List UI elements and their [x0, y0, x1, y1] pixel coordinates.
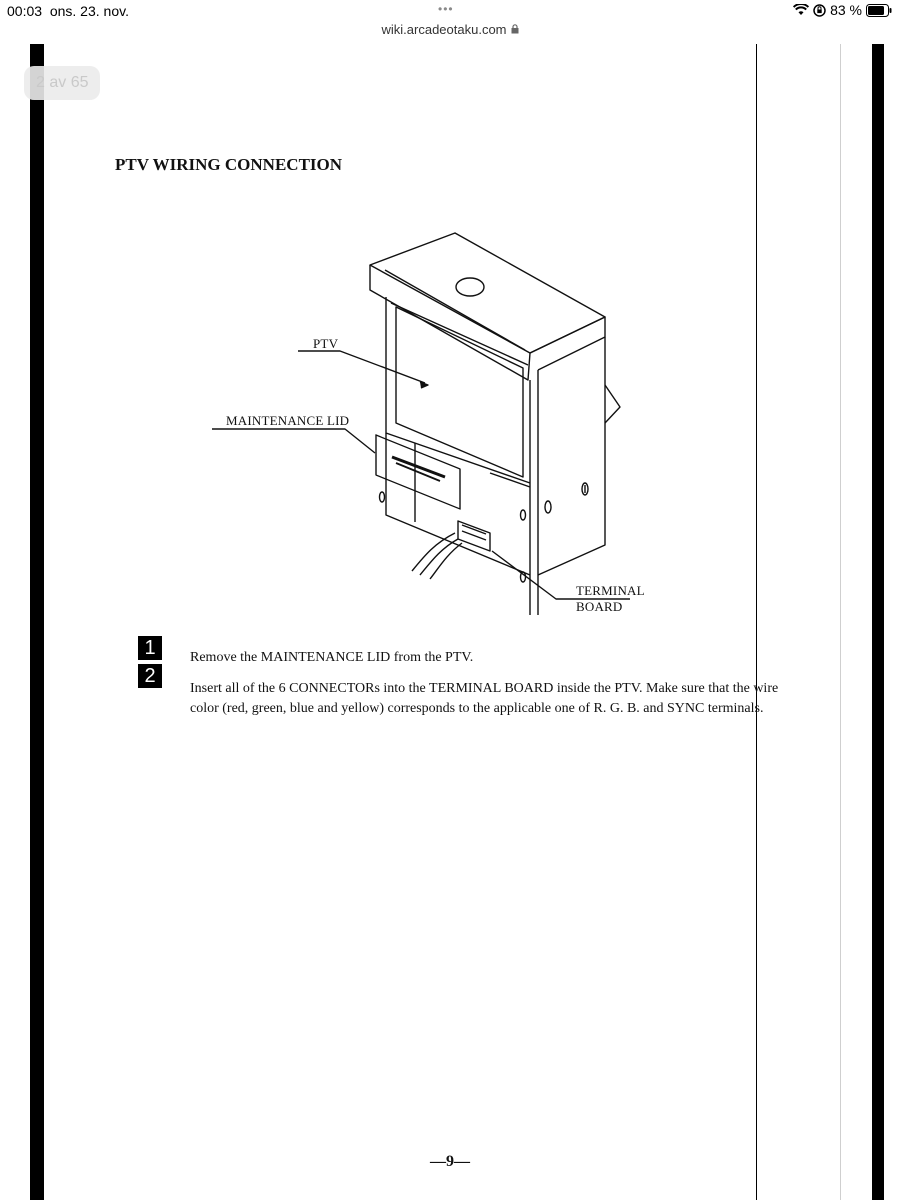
battery-icon: [866, 4, 892, 17]
page-number: —9—: [430, 1153, 470, 1170]
page-title: PTV WIRING CONNECTION: [115, 155, 343, 174]
step-number-badge: 2: [138, 664, 162, 688]
wifi-icon: [793, 4, 809, 16]
multitask-dots[interactable]: •••: [438, 2, 454, 16]
step-text: Insert all of the 6 CONNECTORs into the TERMINAL BOARD inside the PTV. Make sure that the wire color (red, green, blue and yellow) corresponds to the applicable one of R. G. B. and SYNC terminals.: [190, 681, 779, 716]
step-text: Remove the MAINTENANCE LID from the PTV.: [190, 650, 474, 665]
url-bar[interactable]: [0, 22, 900, 44]
lock-icon: [511, 22, 519, 37]
url-text[interactable]: wiki.arcadeotaku.com: [381, 22, 507, 37]
maintenance-lid-label: MAINTENANCE LID: [226, 413, 350, 428]
scan-edge-left: [30, 44, 44, 1200]
step-number-badge: 1: [138, 636, 162, 660]
orientation-lock-icon: [813, 4, 826, 17]
clock: 00:03: [7, 3, 43, 19]
status-indicators: [793, 2, 892, 18]
terminal-board-label: TERMINAL BOARD: [576, 583, 645, 614]
battery-percent: 83 %: [830, 2, 862, 18]
page-indicator: 2 av 65: [24, 66, 100, 100]
date: ons. 23. nov.: [49, 3, 129, 19]
ptv-diagram: [200, 225, 645, 615]
page-border-line-faint: [840, 44, 841, 1200]
document-viewer[interactable]: [0, 44, 900, 1200]
page-border-line: [756, 44, 757, 1200]
ptv-label: PTV: [313, 336, 339, 351]
status-time: [7, 3, 129, 19]
scan-edge-right: [872, 44, 884, 1200]
status-bar: [0, 0, 900, 22]
